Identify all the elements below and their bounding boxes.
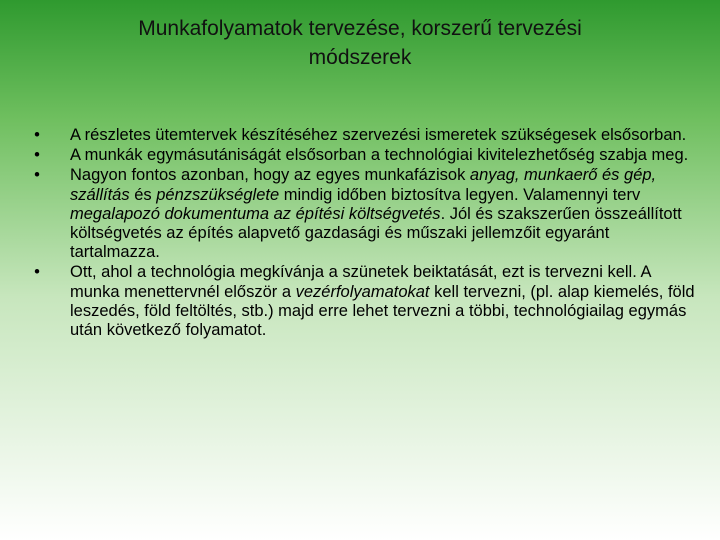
bullet-marker: • bbox=[34, 166, 40, 185]
text-run: kell tervezni, (pl. alap kiemelés, föld leszedés, föld feltöltés, stb.) majd erre lehet tervezni a többi, technológiailag egymás után következő folyamatot. bbox=[70, 282, 695, 340]
bullet-text bbox=[70, 146, 688, 164]
bullet-item bbox=[30, 146, 695, 165]
text-run: A részletes ütemtervek készítéséhez szervezési ismeretek szükségesek elsősorban. bbox=[70, 126, 687, 144]
text-run: és bbox=[129, 185, 157, 204]
bullet-list bbox=[30, 126, 695, 341]
emphasized-text: anyag, munkaerő és gép, szállítás bbox=[70, 166, 657, 204]
bullet-text bbox=[70, 263, 695, 339]
bullet-text bbox=[70, 126, 686, 144]
bullet-item bbox=[30, 263, 695, 340]
text-run: Nagyon fontos azonban, hogy az egyes munkafázisok bbox=[70, 166, 470, 185]
emphasized-text: megalapozó dokumentuma az építési költségvetés bbox=[70, 204, 441, 223]
bullet-item bbox=[30, 166, 695, 262]
emphasized-text: vezérfolyamatokat bbox=[295, 282, 430, 301]
bullet-text bbox=[70, 166, 682, 261]
bullet-marker: • bbox=[34, 126, 40, 144]
text-run: . Jól és szakszerűen összeállított költségvetés az építés alapvető gazdasági és műszaki jellemzőit egyaránt tartalmazza. bbox=[70, 204, 682, 262]
text-run: Ott, ahol a technológia megkívánja a szünetek beiktatását, ezt is tervezni kell. A munka menettervnél először a bbox=[70, 263, 651, 301]
bullet-marker: • bbox=[34, 146, 40, 165]
emphasized-text: pénzszükséglete bbox=[156, 185, 280, 204]
slide-title bbox=[60, 14, 660, 72]
slide-title-line-2: módszerek bbox=[308, 46, 412, 69]
bullet-marker: • bbox=[34, 263, 40, 282]
text-run: mindig időben biztosítva legyen. Valamennyi terv bbox=[279, 185, 641, 204]
text-run: A munkák egymásutániságát elsősorban a technológiai kivitelezhetőség szabja meg. bbox=[70, 146, 689, 165]
bullet-item bbox=[30, 126, 695, 145]
slide-title-line-1: Munkafolyamatok tervezése, korszerű tervezési bbox=[138, 17, 582, 40]
